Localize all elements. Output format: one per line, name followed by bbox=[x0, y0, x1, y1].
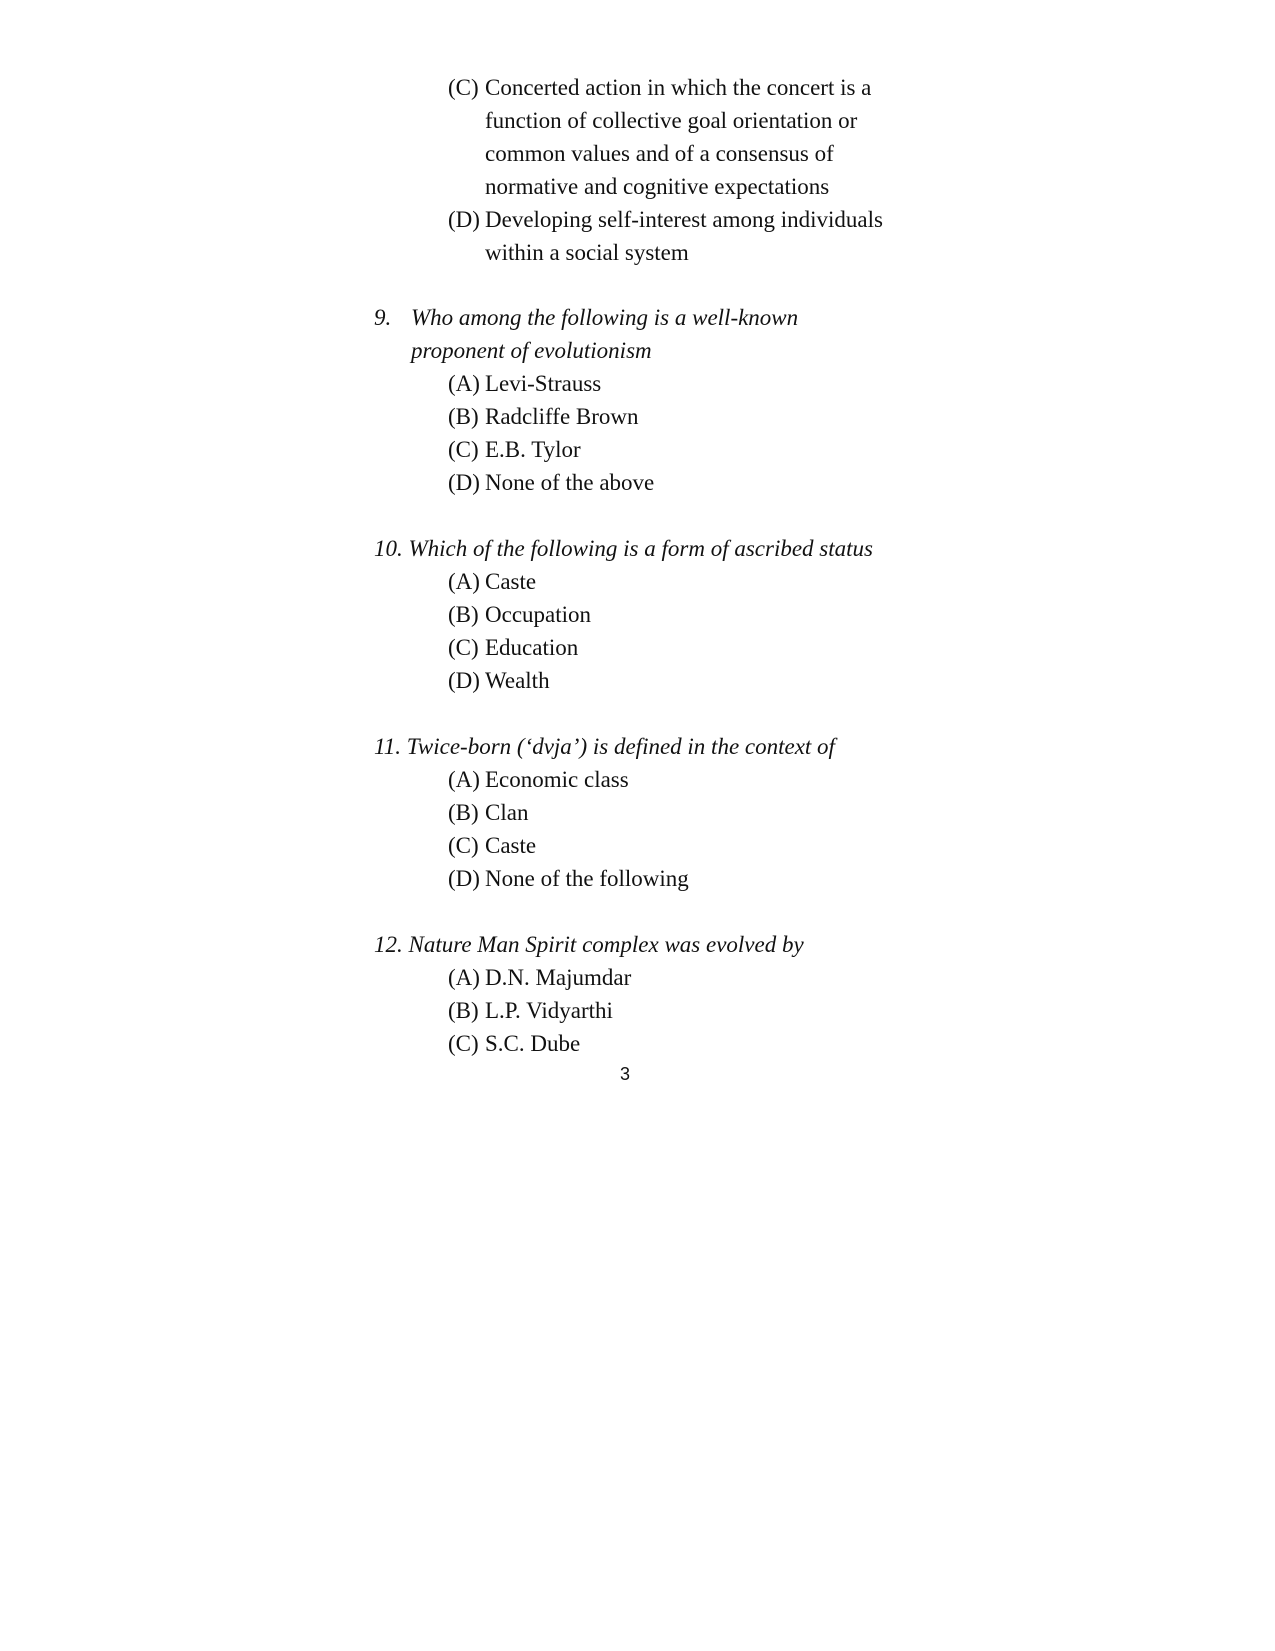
option-text: Occupation bbox=[485, 602, 592, 627]
question-text: Twice-born (‘dvja’) is defined in the context of bbox=[406, 734, 835, 759]
question-number: 12. bbox=[374, 932, 403, 957]
option-line bbox=[448, 764, 629, 796]
option-line bbox=[448, 204, 883, 236]
option-letter: (A) bbox=[448, 569, 480, 594]
option-letter: (B) bbox=[448, 404, 479, 429]
option-letter: (A) bbox=[448, 965, 480, 990]
question-number: 11. bbox=[374, 734, 402, 759]
page-number: 3 bbox=[620, 1064, 631, 1084]
question-number: 9. bbox=[374, 305, 392, 330]
option-text: E.B. Tylor bbox=[485, 437, 581, 462]
question-11 bbox=[374, 731, 835, 763]
option-text: Radcliffe Brown bbox=[485, 404, 639, 429]
question-10 bbox=[374, 533, 873, 565]
option-line bbox=[448, 599, 591, 631]
option-line bbox=[448, 1028, 580, 1060]
option-letter: (C) bbox=[448, 1031, 479, 1056]
option-letter: (D) bbox=[448, 668, 480, 693]
option-text: S.C. Dube bbox=[485, 1031, 581, 1056]
option-line bbox=[448, 863, 689, 895]
option-letter: (C) bbox=[448, 75, 479, 100]
option-text: Developing self-interest among individuals bbox=[485, 207, 883, 232]
option-letter: (B) bbox=[448, 998, 479, 1023]
question-text: Nature Man Spirit complex was evolved by bbox=[408, 932, 804, 957]
option-text: Caste bbox=[485, 833, 537, 858]
question-12 bbox=[374, 929, 804, 961]
option-text-continued: within a social system bbox=[485, 240, 689, 265]
option-line bbox=[448, 995, 613, 1027]
question-9 bbox=[374, 302, 798, 334]
option-text: D.N. Majumdar bbox=[485, 965, 632, 990]
option-line bbox=[448, 72, 871, 104]
option-text: Wealth bbox=[485, 668, 550, 693]
option-letter: (A) bbox=[448, 371, 480, 396]
option-line bbox=[448, 830, 536, 862]
option-line bbox=[448, 797, 528, 829]
option-text: Education bbox=[485, 635, 579, 660]
option-line bbox=[448, 467, 654, 499]
option-line bbox=[448, 665, 550, 697]
option-letter: (D) bbox=[448, 207, 480, 232]
option-letter: (B) bbox=[448, 602, 479, 627]
question-number: 10. bbox=[374, 536, 403, 561]
option-text-continued: function of collective goal orientation or bbox=[485, 108, 858, 133]
option-line bbox=[448, 566, 536, 598]
option-text: Concerted action in which the concert is a bbox=[485, 75, 872, 100]
option-text: Economic class bbox=[485, 767, 629, 792]
option-letter: (D) bbox=[448, 866, 480, 891]
option-line bbox=[448, 434, 581, 466]
option-text: None of the following bbox=[485, 866, 689, 891]
option-letter: (B) bbox=[448, 800, 479, 825]
question-text: Which of the following is a form of ascribed status bbox=[408, 536, 873, 561]
option-line bbox=[448, 632, 578, 664]
option-letter: (D) bbox=[448, 470, 480, 495]
option-text: None of the above bbox=[485, 470, 655, 495]
option-text-continued: normative and cognitive expectations bbox=[485, 174, 830, 199]
option-text: Clan bbox=[485, 800, 529, 825]
option-letter: (C) bbox=[448, 833, 479, 858]
question-text-continued: proponent of evolutionism bbox=[411, 338, 652, 363]
option-line bbox=[448, 962, 631, 994]
option-letter: (C) bbox=[448, 437, 479, 462]
option-text: L.P. Vidyarthi bbox=[485, 998, 613, 1023]
option-text: Levi-Strauss bbox=[485, 371, 602, 396]
option-line bbox=[448, 368, 601, 400]
option-letter: (C) bbox=[448, 635, 479, 660]
option-letter: (A) bbox=[448, 767, 480, 792]
option-text-continued: common values and of a consensus of bbox=[485, 141, 834, 166]
option-text: Caste bbox=[485, 569, 537, 594]
option-line bbox=[448, 401, 639, 433]
question-text: Who among the following is a well-known bbox=[411, 305, 799, 330]
